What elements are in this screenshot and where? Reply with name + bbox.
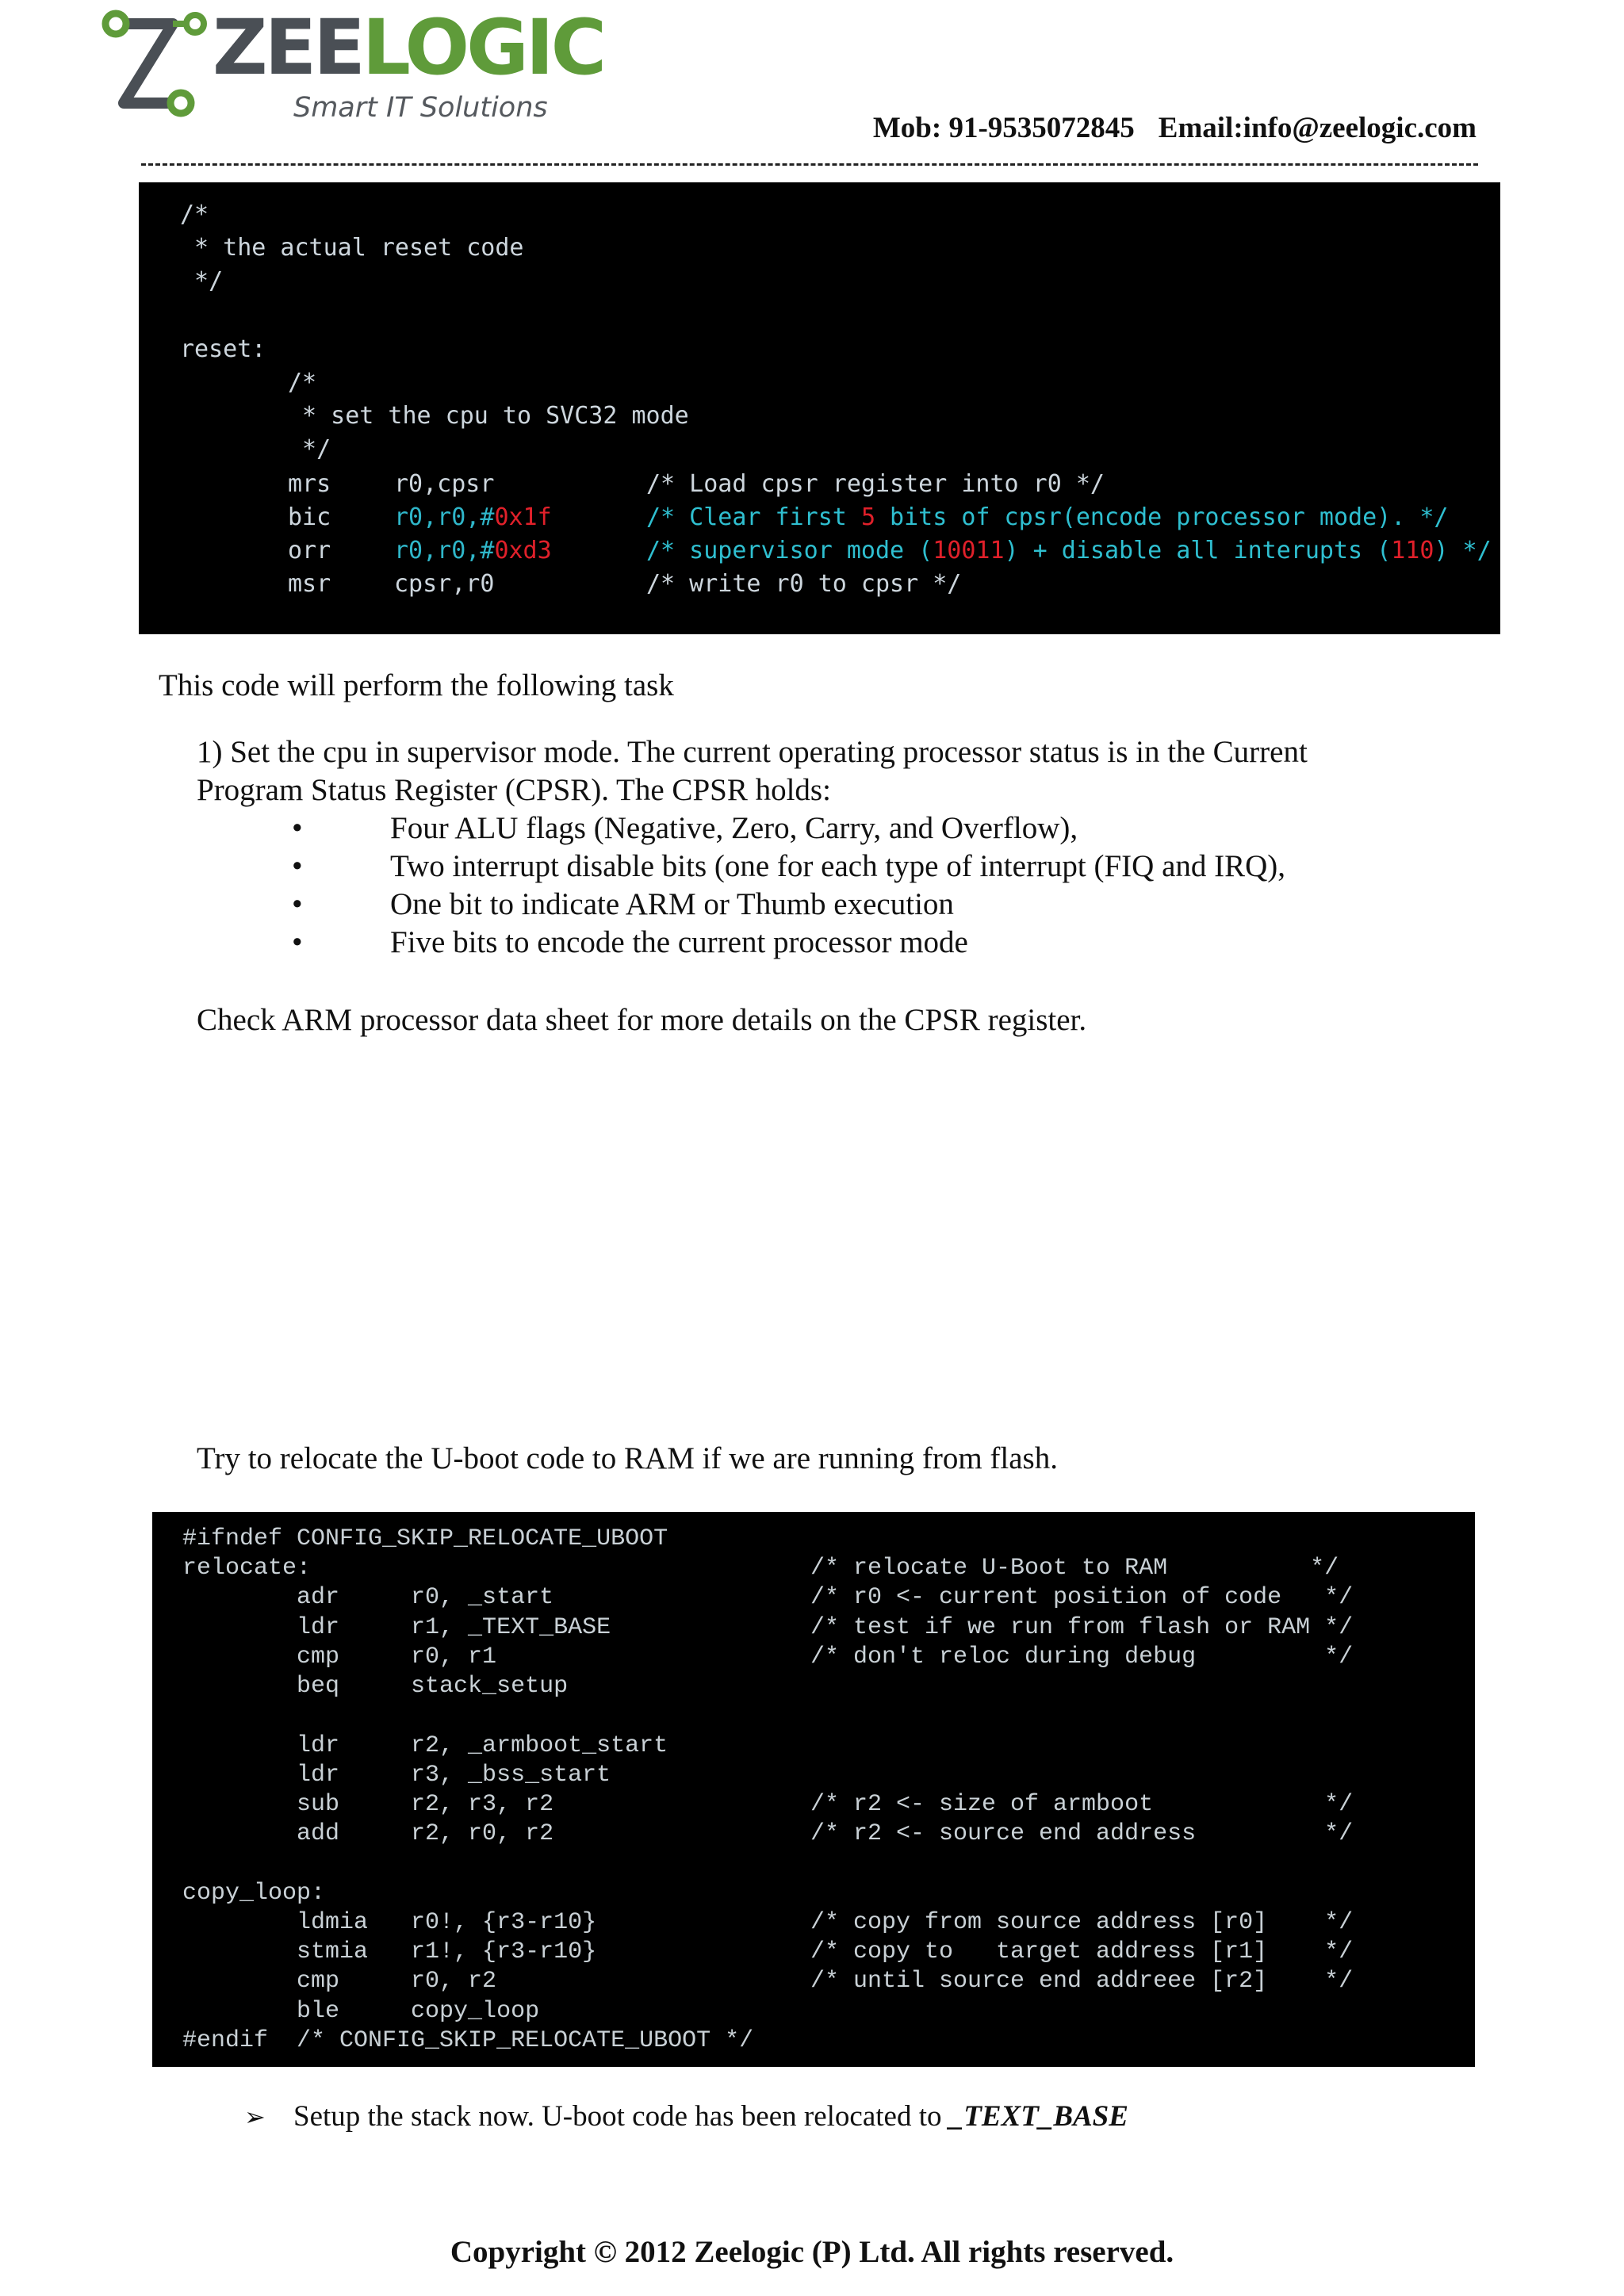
logo-name-part1: ZEE: [213, 3, 362, 92]
code-label: reset:: [180, 335, 266, 363]
list-item: • One bit to indicate ARM or Thumb execution: [292, 886, 1308, 924]
logo-name-part2: LOGIC: [362, 3, 604, 92]
code-block-relocate: [152, 1512, 1475, 2067]
check-datasheet-text: Check ARM processor data sheet for more details on the CPSR register.: [197, 1003, 1087, 1037]
code-opcode: mrs: [288, 470, 331, 498]
list-item: • Five bits to encode the current processor mode: [292, 924, 1308, 962]
code-line: #endif /* CONFIG_SKIP_RELOCATE_UBOOT */: [182, 2027, 754, 2054]
code-comment: /* r2 <- size of armboot */: [810, 1791, 1354, 1818]
code-line: beq stack_setup: [182, 1673, 569, 1700]
code-args: r0,cpsr: [394, 470, 495, 498]
code-comment: /* Load cpsr register into r0 */: [646, 470, 1105, 498]
code-opcode: msr: [288, 570, 331, 598]
code-line: ldr r3, _bss_start: [182, 1762, 611, 1789]
code-line: /*: [288, 369, 317, 396]
code-comment: /* r2 <- source end address */: [810, 1820, 1354, 1847]
code-line: ldr r2, _armboot_start: [182, 1732, 668, 1759]
code-line: */: [288, 435, 331, 463]
code-block-reset: [139, 182, 1500, 634]
code-line: add r2, r0, r2: [182, 1820, 554, 1847]
code-comment: /* copy from source address [r0] */: [810, 1909, 1354, 1936]
contact-mobile: Mob: 91-9535072845: [872, 112, 1135, 144]
list-item: • Four ALU flags (Negative, Zero, Carry, and Overflow),: [292, 809, 1308, 848]
stack-setup-note: [244, 2099, 1128, 2133]
contact-info: [873, 111, 1477, 145]
code-line: ble copy_loop: [182, 1998, 540, 2025]
code-label: copy_loop:: [182, 1880, 326, 1907]
relocate-intro-text: Try to relocate the U-boot code to RAM if we are running from flash.: [197, 1441, 1058, 1475]
list-item: • Two interrupt disable bits (one for each type of interrupt (FIQ and IRQ),: [292, 848, 1308, 886]
code-line: ldmia r0!, {r3-r10}: [182, 1909, 597, 1936]
code-args: cpsr,r0: [394, 570, 495, 598]
stack-setup-text: Setup the stack now. U-boot code has been relocated to: [293, 2100, 949, 2133]
code-comment: /* Clear first 5 bits of cpsr(encode processor mode). */: [646, 503, 1449, 531]
code-line: #ifndef CONFIG_SKIP_RELOCATE_UBOOT: [182, 1525, 668, 1552]
cpsr-bullet-list: [197, 809, 1308, 962]
code-line: adr r0, _start: [182, 1584, 554, 1611]
code-line: * the actual reset code: [180, 234, 524, 262]
logo-tagline: Smart IT Solutions: [293, 92, 548, 124]
code-line: cmp r0, r2: [182, 1968, 497, 1995]
code-line: /*: [180, 201, 209, 228]
header-divider: [141, 163, 1478, 166]
copyright-footer: Copyright © 2012 Zeelogic (P) Ltd. All rights reserved.: [450, 2235, 1174, 2269]
code-line: sub r2, r3, r2: [182, 1791, 554, 1818]
code-line: relocate:: [182, 1555, 312, 1582]
code-comment: /* until source end addreee [r2] */: [810, 1968, 1354, 1995]
task-item-1-line-1: 1) Set the cpu in supervisor mode. The current operating processor status is in the Current: [197, 735, 1308, 769]
intro-text: This code will perform the following task: [159, 668, 674, 702]
text-base-emphasis: _TEXT_BASE: [948, 2100, 1128, 2133]
code-opcode: bic: [288, 503, 331, 531]
code-comment: /* supervisor mode (10011) + disable all interupts (110) */: [646, 537, 1492, 564]
code-comment: /* write r0 to cpsr */: [646, 570, 962, 598]
code-line: ldr r1, _TEXT_BASE: [182, 1614, 611, 1641]
code-args: r0,r0,#0xd3: [394, 537, 552, 564]
code-opcode: orr: [288, 537, 331, 564]
code-comment: /* relocate U-Boot to RAM */: [810, 1555, 1339, 1582]
code-args: r0,r0,#0x1f: [394, 503, 552, 531]
code-line: */: [180, 267, 224, 295]
task-item-1-line-2: Program Status Register (CPSR). The CPSR holds:: [197, 773, 831, 807]
task-list: [197, 733, 1308, 962]
code-comment: /* don't reloc during debug */: [810, 1644, 1354, 1670]
code-comment: /* copy to target address [r1] */: [810, 1938, 1354, 1965]
zeelogic-emblem-icon: [94, 6, 213, 125]
code-line: * set the cpu to SVC32 mode: [288, 402, 689, 430]
code-line: cmp r0, r1: [182, 1644, 497, 1670]
logo-wordmark: [213, 3, 604, 92]
company-logo: [94, 3, 604, 137]
contact-email: Email:info@zeelogic.com: [1158, 112, 1477, 144]
arrow-bullet-icon: ➢: [244, 2102, 266, 2132]
code-comment: /* r0 <- current position of code */: [810, 1584, 1354, 1611]
code-comment: /* test if we run from flash or RAM */: [810, 1614, 1354, 1641]
code-line: stmia r1!, {r3-r10}: [182, 1938, 597, 1965]
